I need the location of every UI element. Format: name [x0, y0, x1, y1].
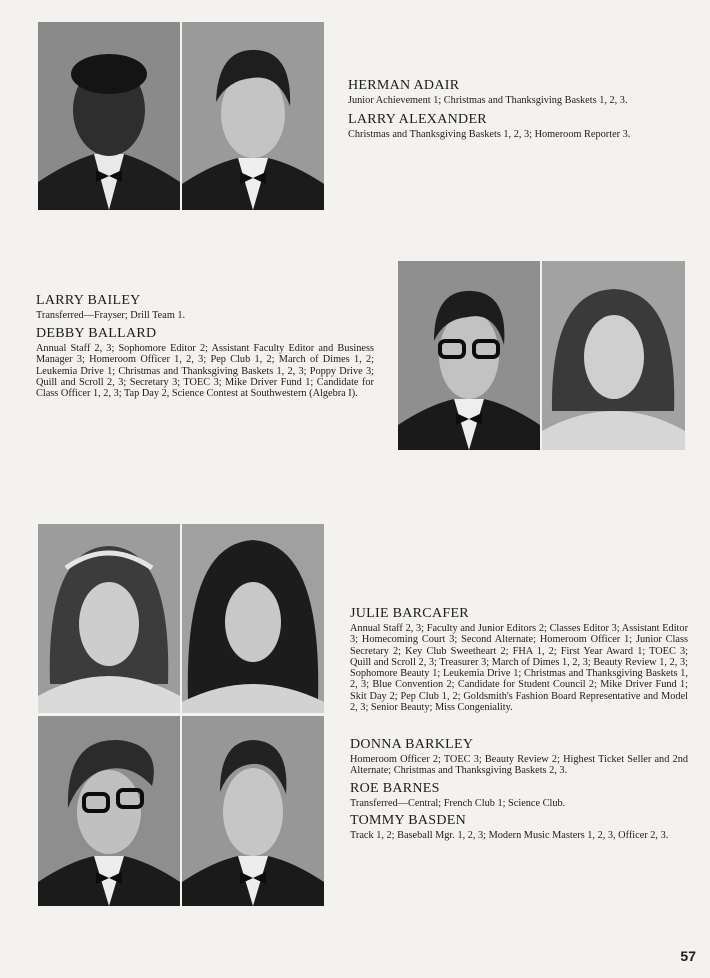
student-entry-julie-barcafer	[350, 606, 688, 719]
student-activities: Junior Achievement 1; Christmas and Thanksgiving Baskets 1, 2, 3.	[348, 95, 628, 106]
student-entry-larry-alexander	[348, 112, 688, 146]
student-name: DONNA BARKLEY	[350, 737, 474, 752]
portrait-photo-tommy-basden	[182, 716, 324, 906]
student-activities: Transferred—Frayser; Drill Team 1.	[36, 310, 186, 321]
student-name: TOMMY BASDEN	[350, 813, 467, 828]
portrait-photo-debby-ballard	[542, 261, 685, 450]
page-number: 57	[680, 948, 696, 964]
student-entry-larry-bailey	[36, 293, 374, 327]
portrait-photo-julie-barcafer	[38, 524, 180, 713]
student-entry-roe-barnes	[350, 781, 688, 815]
portrait-silhouette	[182, 22, 324, 210]
student-name: DEBBY BALLARD	[36, 326, 157, 341]
student-activities: Annual Staff 2, 3; Sophomore Editor 2; Assistant Faculty Editor and Business Manager 3; Homeroom Officer 1, 2, 3; Pep Club 1, 2; March of Dimes 1, 2; Leukemia Drive 1; Christmas and Thanksgiving Baskets 1, 2, 3; Poppy Drive 3; Quill and Scroll 2, 3; Secretary 3; TOEC 3; Mike Driver Fund 1; Candidate for Class Officer 1, 2, 3; Tap Day 2, Science Contest at Southwestern (Algebra I).	[36, 343, 374, 400]
student-activities: Track 1, 2; Baseball Mgr. 1, 2, 3; Modern Music Masters 1, 2, 3, Officer 2, 3.	[350, 830, 669, 841]
portrait-photo-herman-adair	[38, 22, 180, 210]
student-activities: Christmas and Thanksgiving Baskets 1, 2, 3; Homeroom Reporter 3.	[348, 129, 631, 140]
student-activities: Homeroom Officer 2; TOEC 3; Beauty Review 2; Highest Ticket Seller and 2nd Alternate; Christmas and Thanksgiving Baskets 2, 3.	[350, 754, 688, 777]
portrait-photo-larry-alexander	[182, 22, 324, 210]
student-entry-debby-ballard	[36, 326, 374, 405]
student-name: ROE BARNES	[350, 781, 440, 796]
portrait-silhouette	[182, 716, 324, 906]
student-name: HERMAN ADAIR	[348, 78, 460, 93]
student-name: JULIE BARCAFER	[350, 606, 469, 621]
student-entry-tommy-basden	[350, 813, 688, 847]
portrait-silhouette	[398, 261, 540, 450]
portrait-photo-larry-bailey	[398, 261, 540, 450]
portrait-silhouette	[38, 524, 180, 713]
portrait-photo-donna-barkley	[182, 524, 324, 713]
student-entry-herman-adair	[348, 78, 688, 112]
student-activities: Transferred—Central; French Club 1; Science Club.	[350, 798, 566, 809]
student-name: LARRY BAILEY	[36, 293, 141, 308]
portrait-silhouette	[182, 524, 324, 713]
student-activities: Annual Staff 2, 3; Faculty and Junior Editors 2; Classes Editor 3; Assistant Editor 3; Homecoming Court 3; Second Alternate; Homeroom Officer 1; Junior Class Secretary 2; Key Club Sweetheart 2; FHA 1, 2; First Year Award 1; TOEC 3; Quill and Scroll 2, 3; Treasurer 3; March of Dimes 1, 2, 3; Beauty Review 1, 2, 3; Sophomore Beauty 1; Leukemia Drive 1; Christmas and Thanksgiving Baskets 1, 2, 3; Blue Convention 2; Candidate for Student Council 2; Mike Driver Fund 1; Skit Day 2; Pep Club 1, 2; Goldsmith's Fashion Board Representative and Model 2, 3; Senior Beauty; Miss Congeniality.	[350, 623, 688, 714]
student-name: LARRY ALEXANDER	[348, 112, 487, 127]
portrait-silhouette	[38, 22, 180, 210]
portrait-silhouette	[542, 261, 685, 450]
portrait-photo-roe-barnes	[38, 716, 180, 906]
portrait-silhouette	[38, 716, 180, 906]
student-entry-donna-barkley	[350, 737, 688, 783]
